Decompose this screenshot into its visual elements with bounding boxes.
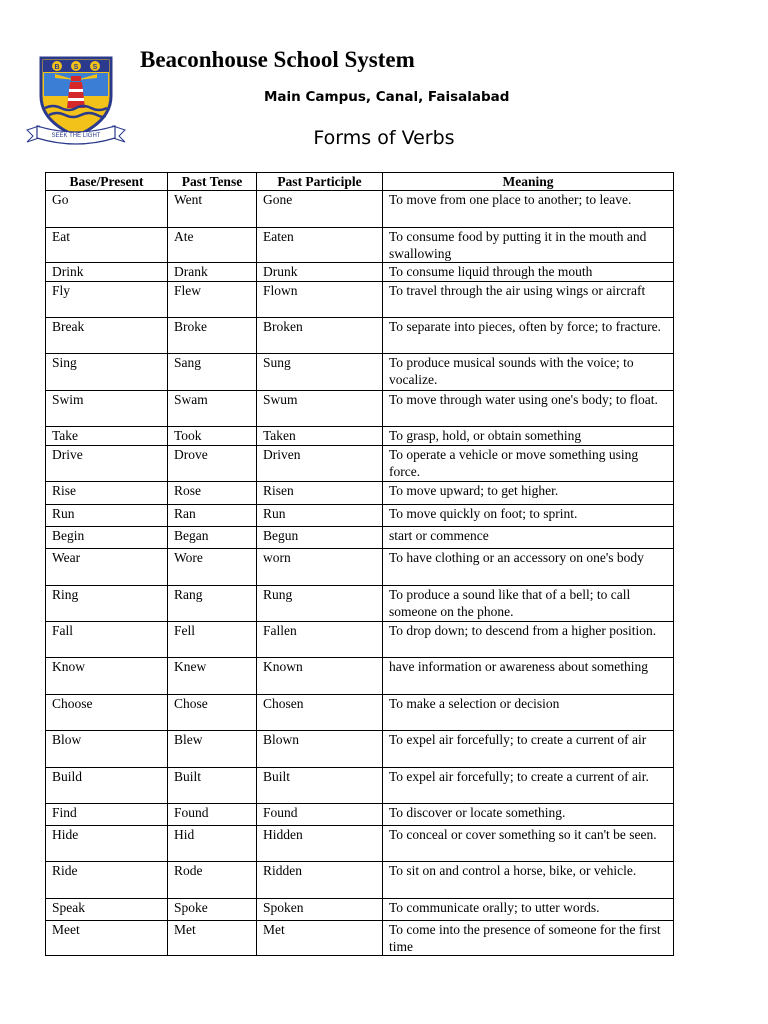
cell-meaning: To drop down; to descend from a higher position. bbox=[383, 622, 674, 658]
cell-base: Begin bbox=[46, 527, 168, 549]
cell-past: Took bbox=[168, 427, 257, 446]
cell-past: Chose bbox=[168, 695, 257, 731]
cell-base: Blow bbox=[46, 731, 168, 768]
cell-participle: Begun bbox=[257, 527, 383, 549]
table-header-row bbox=[46, 173, 674, 191]
cell-past: Went bbox=[168, 191, 257, 228]
cell-past: Met bbox=[168, 921, 257, 956]
cell-base: Wear bbox=[46, 549, 168, 586]
cell-meaning: To grasp, hold, or obtain something bbox=[383, 427, 674, 446]
cell-base: Sing bbox=[46, 354, 168, 391]
document-title: Forms of Verbs bbox=[313, 127, 455, 149]
cell-participle: Met bbox=[257, 921, 383, 956]
cell-base: Hide bbox=[46, 826, 168, 862]
cell-meaning: To have clothing or an accessory on one's body bbox=[383, 549, 674, 586]
campus-subtitle: Main Campus, Canal, Faisalabad bbox=[264, 89, 510, 105]
table-row bbox=[46, 354, 674, 391]
cell-past: Ran bbox=[168, 505, 257, 527]
table-row bbox=[46, 446, 674, 482]
cell-participle: Rung bbox=[257, 586, 383, 622]
cell-meaning: To expel air forcefully; to create a current of air. bbox=[383, 768, 674, 804]
cell-participle: Broken bbox=[257, 318, 383, 354]
cell-participle: Blown bbox=[257, 731, 383, 768]
cell-base: Fall bbox=[46, 622, 168, 658]
cell-past: Spoke bbox=[168, 899, 257, 921]
cell-base: Speak bbox=[46, 899, 168, 921]
cell-base: Run bbox=[46, 505, 168, 527]
cell-past: Began bbox=[168, 527, 257, 549]
cell-base: Know bbox=[46, 658, 168, 695]
cell-participle: Eaten bbox=[257, 228, 383, 263]
cell-past: Swam bbox=[168, 391, 257, 427]
crest-letter-s2: S bbox=[92, 64, 98, 71]
cell-participle: Drunk bbox=[257, 263, 383, 282]
cell-past: Rode bbox=[168, 862, 257, 899]
cell-participle: Gone bbox=[257, 191, 383, 228]
cell-base: Meet bbox=[46, 921, 168, 956]
cell-participle: worn bbox=[257, 549, 383, 586]
cell-past: Found bbox=[168, 804, 257, 826]
table-row bbox=[46, 695, 674, 731]
cell-base: Build bbox=[46, 768, 168, 804]
cell-participle: Flown bbox=[257, 282, 383, 318]
table-row bbox=[46, 263, 674, 282]
cell-meaning: To consume food by putting it in the mouth and swallowing bbox=[383, 228, 674, 263]
table-row bbox=[46, 228, 674, 263]
table-row bbox=[46, 899, 674, 921]
cell-past: Hid bbox=[168, 826, 257, 862]
table-row bbox=[46, 921, 674, 956]
cell-meaning: have information or awareness about something bbox=[383, 658, 674, 695]
cell-base: Ride bbox=[46, 862, 168, 899]
column-header-past: Past Tense bbox=[168, 173, 257, 191]
cell-base: Rise bbox=[46, 482, 168, 505]
cell-meaning: To consume liquid through the mouth bbox=[383, 263, 674, 282]
cell-participle: Chosen bbox=[257, 695, 383, 731]
column-header-base: Base/Present bbox=[46, 173, 168, 191]
table-row bbox=[46, 527, 674, 549]
cell-participle: Sung bbox=[257, 354, 383, 391]
cell-meaning: To make a selection or decision bbox=[383, 695, 674, 731]
crest-letter-b: B bbox=[54, 64, 60, 71]
cell-meaning: To come into the presence of someone for the first time bbox=[383, 921, 674, 956]
table-row bbox=[46, 768, 674, 804]
cell-participle: Hidden bbox=[257, 826, 383, 862]
cell-participle: Built bbox=[257, 768, 383, 804]
cell-meaning: To discover or locate something. bbox=[383, 804, 674, 826]
cell-meaning: To move from one place to another; to leave. bbox=[383, 191, 674, 228]
cell-base: Take bbox=[46, 427, 168, 446]
table-row bbox=[46, 862, 674, 899]
table-row bbox=[46, 282, 674, 318]
cell-base: Eat bbox=[46, 228, 168, 263]
cell-past: Drank bbox=[168, 263, 257, 282]
table-row bbox=[46, 731, 674, 768]
cell-participle: Spoken bbox=[257, 899, 383, 921]
cell-participle: Risen bbox=[257, 482, 383, 505]
cell-participle: Run bbox=[257, 505, 383, 527]
cell-base: Fly bbox=[46, 282, 168, 318]
cell-meaning: To communicate orally; to utter words. bbox=[383, 899, 674, 921]
cell-past: Knew bbox=[168, 658, 257, 695]
cell-participle: Known bbox=[257, 658, 383, 695]
cell-participle: Taken bbox=[257, 427, 383, 446]
column-header-participle: Past Participle bbox=[257, 173, 383, 191]
cell-participle: Found bbox=[257, 804, 383, 826]
crest-letter-s1: S bbox=[73, 64, 79, 71]
table-row bbox=[46, 804, 674, 826]
cell-meaning: To operate a vehicle or move something using force. bbox=[383, 446, 674, 482]
cell-past: Built bbox=[168, 768, 257, 804]
cell-past: Rang bbox=[168, 586, 257, 622]
cell-meaning: To sit on and control a horse, bike, or vehicle. bbox=[383, 862, 674, 899]
table-row bbox=[46, 622, 674, 658]
cell-participle: Driven bbox=[257, 446, 383, 482]
table-row bbox=[46, 318, 674, 354]
cell-meaning: To produce musical sounds with the voice; to vocalize. bbox=[383, 354, 674, 391]
table-body bbox=[46, 191, 674, 956]
cell-participle: Fallen bbox=[257, 622, 383, 658]
cell-base: Choose bbox=[46, 695, 168, 731]
cell-meaning: To move upward; to get higher. bbox=[383, 482, 674, 505]
cell-meaning: To conceal or cover something so it can't be seen. bbox=[383, 826, 674, 862]
cell-base: Drink bbox=[46, 263, 168, 282]
cell-past: Ate bbox=[168, 228, 257, 263]
cell-past: Blew bbox=[168, 731, 257, 768]
cell-meaning: To move quickly on foot; to sprint. bbox=[383, 505, 674, 527]
cell-past: Fell bbox=[168, 622, 257, 658]
crest-motto: SEEK THE LIGHT bbox=[51, 133, 101, 139]
cell-meaning: To expel air forcefully; to create a current of air bbox=[383, 731, 674, 768]
table-row bbox=[46, 191, 674, 228]
cell-past: Wore bbox=[168, 549, 257, 586]
cell-participle: Ridden bbox=[257, 862, 383, 899]
cell-base: Drive bbox=[46, 446, 168, 482]
cell-past: Rose bbox=[168, 482, 257, 505]
school-name: Beaconhouse School System bbox=[140, 47, 415, 72]
table-row bbox=[46, 586, 674, 622]
cell-base: Ring bbox=[46, 586, 168, 622]
cell-past: Drove bbox=[168, 446, 257, 482]
table-row bbox=[46, 505, 674, 527]
cell-past: Sang bbox=[168, 354, 257, 391]
table-row bbox=[46, 391, 674, 427]
verb-forms-table bbox=[45, 172, 674, 956]
cell-past: Broke bbox=[168, 318, 257, 354]
cell-base: Go bbox=[46, 191, 168, 228]
cell-base: Find bbox=[46, 804, 168, 826]
table-row bbox=[46, 549, 674, 586]
cell-meaning: To separate into pieces, often by force; to fracture. bbox=[383, 318, 674, 354]
cell-meaning: To produce a sound like that of a bell; to call someone on the phone. bbox=[383, 586, 674, 622]
column-header-meaning: Meaning bbox=[383, 173, 674, 191]
table-row bbox=[46, 427, 674, 446]
cell-meaning: start or commence bbox=[383, 527, 674, 549]
cell-past: Flew bbox=[168, 282, 257, 318]
cell-base: Break bbox=[46, 318, 168, 354]
table-row bbox=[46, 826, 674, 862]
cell-base: Swim bbox=[46, 391, 168, 427]
table-row bbox=[46, 658, 674, 695]
cell-meaning: To move through water using one's body; to float. bbox=[383, 391, 674, 427]
cell-meaning: To travel through the air using wings or aircraft bbox=[383, 282, 674, 318]
cell-participle: Swum bbox=[257, 391, 383, 427]
table-row bbox=[46, 482, 674, 505]
